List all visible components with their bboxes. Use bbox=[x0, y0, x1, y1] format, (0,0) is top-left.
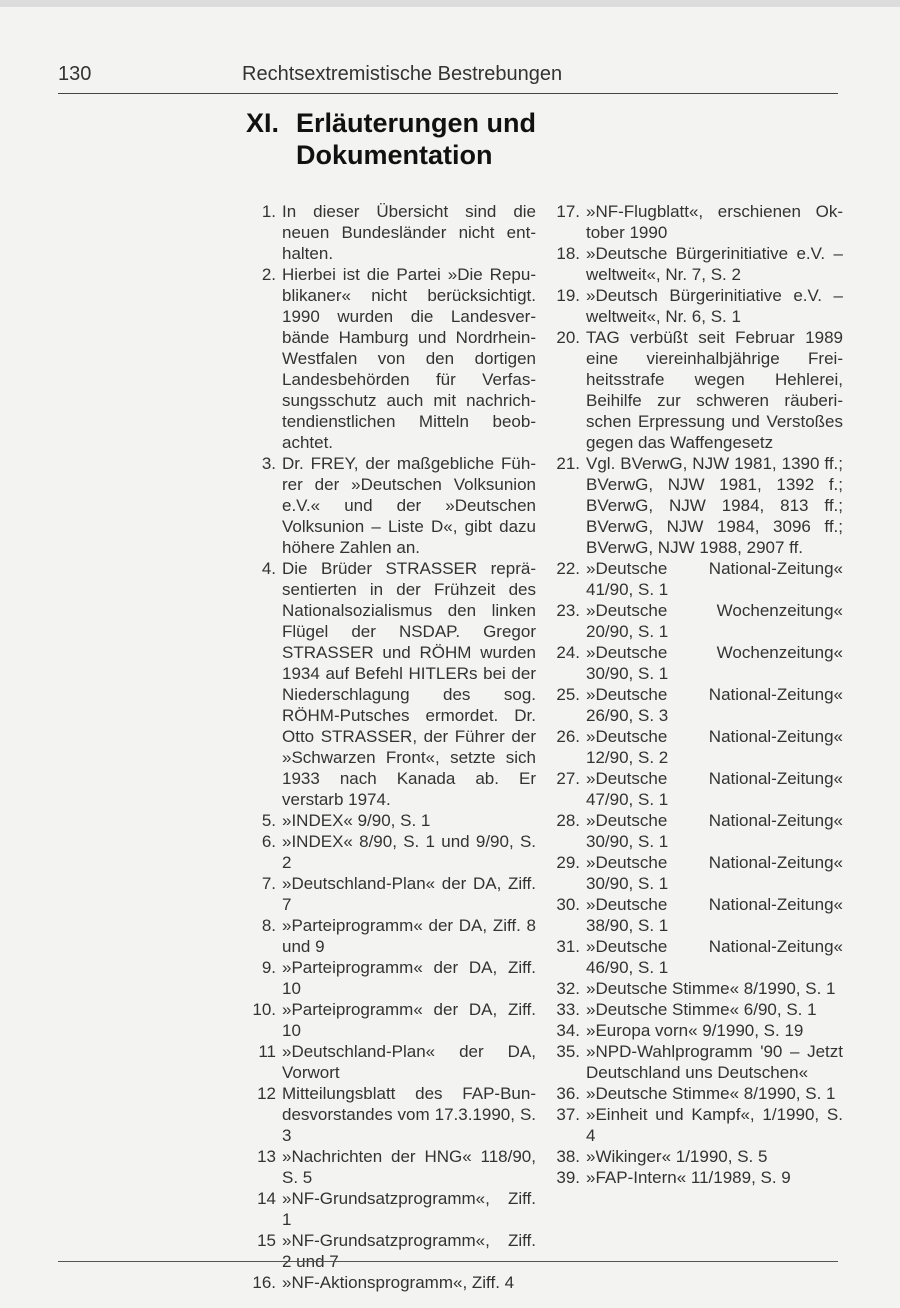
note-text: »Deutsche National-Zeitung« 30/90, S. 1 bbox=[586, 853, 843, 893]
note-number: 8. bbox=[261, 916, 276, 935]
section-title-line2: Dokumentation bbox=[296, 140, 493, 170]
note-item bbox=[553, 768, 843, 810]
note-item bbox=[553, 978, 843, 999]
note-item bbox=[553, 936, 843, 978]
note-number: 21. bbox=[556, 454, 580, 473]
section-title bbox=[246, 107, 536, 171]
note-number: 32. bbox=[556, 979, 580, 998]
running-title: Rechtsextremistische Bestrebungen bbox=[242, 63, 563, 85]
section-title-line1: Erläuterungen und bbox=[296, 108, 537, 138]
note-item bbox=[553, 453, 843, 558]
note-item bbox=[553, 894, 843, 936]
note-item bbox=[553, 558, 843, 600]
note-text: »Deutsche National-Zeitung« 47/90, S. 1 bbox=[586, 769, 843, 809]
note-number: 29. bbox=[556, 853, 580, 872]
note-text: »Parteiprogramm« der DA, Ziff. 10 bbox=[282, 1000, 536, 1040]
note-text: »Deutsche Wochenzeitung« 30/90, S. 1 bbox=[586, 643, 843, 683]
note-number: 17. bbox=[556, 202, 580, 221]
note-number: 18. bbox=[556, 244, 580, 263]
note-text: TAG verbüßt seit Februar 1989 eine viereinhalbjährige Freiheitsstrafe wegen Hehlerei, Beihilfe zur schweren räuberischen Erpressung und Verstoßes gegen das Waffengesetz bbox=[586, 328, 843, 452]
note-item bbox=[553, 243, 843, 285]
note-text: »Deutsche Bürgerinitiative e.V. – weltweit«, Nr. 7, S. 2 bbox=[586, 244, 843, 284]
note-number: 1. bbox=[261, 202, 276, 221]
note-text: »FAP-Intern« 11/1989, S. 9 bbox=[586, 1168, 791, 1187]
note-number: 14 bbox=[257, 1189, 276, 1208]
note-text: »NPD-Wahlprogramm '90 – Jetzt Deutschland uns Deutschen« bbox=[586, 1042, 843, 1082]
note-number: 9. bbox=[261, 958, 276, 977]
header-rule bbox=[58, 93, 838, 94]
note-number: 23. bbox=[556, 601, 580, 620]
note-number: 38. bbox=[556, 1147, 580, 1166]
note-item bbox=[553, 852, 843, 894]
note-number: 35. bbox=[556, 1042, 580, 1061]
note-item bbox=[246, 915, 536, 957]
note-text: »Deutsche National-Zeitung« 12/90, S. 2 bbox=[586, 727, 843, 767]
note-number: 30. bbox=[556, 895, 580, 914]
note-item bbox=[553, 1041, 843, 1083]
note-text: »Deutsch Bürgerinitiative e.V. – weltweit«, Nr. 6, S. 1 bbox=[586, 286, 843, 326]
note-text: Vgl. BVerwG, NJW 1981, 1390 ff.; BVerwG, NJW 1981, 1392 f.; BVerwG, NJW 1984, 813 ff.; BVerwG, NJW 1984, 3096 ff.; BVerwG, NJW 1988, 2907 ff. bbox=[586, 454, 843, 557]
note-text: »Deutschland-Plan« der DA, Ziff. 7 bbox=[282, 874, 536, 914]
note-number: 22. bbox=[556, 559, 580, 578]
note-item bbox=[553, 1083, 843, 1104]
note-number: 6. bbox=[261, 832, 276, 851]
note-item bbox=[553, 327, 843, 453]
note-number: 7. bbox=[261, 874, 276, 893]
note-item bbox=[553, 1020, 843, 1041]
notes-column-left bbox=[246, 201, 536, 1293]
note-item bbox=[246, 831, 536, 873]
note-number: 12 bbox=[257, 1084, 276, 1103]
note-text: »NF-Grundsatzprogramm«, Ziff. 1 bbox=[282, 1189, 536, 1229]
note-item bbox=[553, 684, 843, 726]
note-item bbox=[246, 1083, 536, 1146]
page-header bbox=[58, 63, 838, 93]
note-number: 4. bbox=[261, 559, 276, 578]
note-text: »INDEX« 8/90, S. 1 und 9/90, S. 2 bbox=[282, 832, 536, 872]
note-text: »Nachrichten der HNG« 118/90, S. 5 bbox=[282, 1147, 536, 1187]
note-text: »Deutsche National-Zeitung« 30/90, S. 1 bbox=[586, 811, 843, 851]
note-number: 31. bbox=[556, 937, 580, 956]
note-number: 16. bbox=[252, 1273, 276, 1292]
note-text: »Deutsche Stimme« 8/1990, S. 1 bbox=[586, 979, 836, 998]
note-number: 3. bbox=[261, 454, 276, 473]
page-number: 130 bbox=[58, 63, 92, 85]
note-item bbox=[246, 1188, 536, 1230]
note-item bbox=[553, 1104, 843, 1146]
note-number: 20. bbox=[556, 328, 580, 347]
note-text: »Deutsche Stimme« 8/1990, S. 1 bbox=[586, 1084, 836, 1103]
notes-column-right bbox=[553, 201, 843, 1188]
note-text: »Parteiprogramm« der DA, Ziff. 10 bbox=[282, 958, 536, 998]
note-item bbox=[553, 642, 843, 684]
footer-rule bbox=[58, 1261, 838, 1262]
note-number: 10. bbox=[252, 1000, 276, 1019]
note-number: 37. bbox=[556, 1105, 580, 1124]
note-item bbox=[553, 810, 843, 852]
note-text: »Wikinger« 1/1990, S. 5 bbox=[586, 1147, 768, 1166]
note-text: »Deutsche National-Zeitung« 38/90, S. 1 bbox=[586, 895, 843, 935]
note-item bbox=[246, 264, 536, 453]
note-text: Mitteilungsblatt des FAP-Bundesvorstandes vom 17.3.1990, S. 3 bbox=[282, 1084, 536, 1145]
note-number: 25. bbox=[556, 685, 580, 704]
note-text: »Deutsche National-Zeitung« 41/90, S. 1 bbox=[586, 559, 843, 599]
note-number: 24. bbox=[556, 643, 580, 662]
note-item bbox=[553, 201, 843, 243]
note-text: »NF-Aktionsprogramm«, Ziff. 4 bbox=[282, 1273, 515, 1292]
note-item bbox=[246, 1146, 536, 1188]
note-number: 19. bbox=[556, 286, 580, 305]
note-item bbox=[553, 1146, 843, 1167]
note-item bbox=[553, 285, 843, 327]
note-number: 34. bbox=[556, 1021, 580, 1040]
note-item bbox=[246, 558, 536, 810]
note-number: 5. bbox=[261, 811, 276, 830]
note-text: »Europa vorn« 9/1990, S. 19 bbox=[586, 1021, 804, 1040]
note-item bbox=[246, 810, 536, 831]
note-number: 36. bbox=[556, 1084, 580, 1103]
note-number: 2. bbox=[261, 265, 276, 284]
note-item bbox=[553, 999, 843, 1020]
note-item bbox=[553, 1167, 843, 1188]
note-text: »Parteiprogramm« der DA, Ziff. 8 und 9 bbox=[282, 916, 536, 956]
note-text: »Deutsche National-Zeitung« 46/90, S. 1 bbox=[586, 937, 843, 977]
note-item bbox=[246, 1272, 536, 1293]
note-number: 33. bbox=[556, 1000, 580, 1019]
note-text: »Deutschland-Plan« der DA, Vorwort bbox=[282, 1042, 536, 1082]
note-item bbox=[246, 201, 536, 264]
note-number: 28. bbox=[556, 811, 580, 830]
note-text: »Einheit und Kampf«, 1/1990, S. 4 bbox=[586, 1105, 843, 1145]
note-text: »Deutsche Wochenzeitung« 20/90, S. 1 bbox=[586, 601, 843, 641]
note-number: 11 bbox=[258, 1042, 276, 1061]
note-item bbox=[246, 873, 536, 915]
note-text: Die Brüder STRASSER repräsentierten in der Frühzeit des Nationalsozialismus den linken Flügel der NSDAP. Gregor STRASSER und RÖHM wurden 1934 auf Befehl HITLERs bei der Niederschlagung des sog. RÖHM-Putsches ermordet. Dr. Otto STRASSER, der Führer der »Schwarzen Front«, setzte sich 1933 nach Kanada ab. Er verstarb 1974. bbox=[282, 559, 536, 809]
section-number: XI. bbox=[246, 108, 280, 138]
note-item bbox=[553, 600, 843, 642]
note-text: »Deutsche Stimme« 6/90, S. 1 bbox=[586, 1000, 817, 1019]
note-number: 26. bbox=[556, 727, 580, 746]
note-number: 39. bbox=[556, 1168, 580, 1187]
note-text: »INDEX« 9/90, S. 1 bbox=[282, 811, 431, 830]
note-text: Dr. FREY, der maßgebliche Führer der »Deutschen Volksunion e.V.« und der »Deutschen Volksunion – Liste D«, gibt dazu höhere Zahlen an. bbox=[282, 454, 536, 557]
note-text: »Deutsche National-Zeitung« 26/90, S. 3 bbox=[586, 685, 843, 725]
note-number: 15 bbox=[257, 1231, 276, 1250]
note-number: 27. bbox=[556, 769, 580, 788]
note-item bbox=[246, 999, 536, 1041]
note-text: Hierbei ist die Partei »Die Republikaner« nicht berücksichtigt. 1990 wurden die Landesverbände Hamburg und Nordrhein-Westfalen von den dortigen Landesbehörden für Verfassungsschutz auch mit nachrichtendienstlichen Mitteln beobachtet. bbox=[282, 265, 536, 452]
note-item bbox=[246, 453, 536, 558]
note-text: In dieser Übersicht sind die neuen Bundesländer nicht enthalten. bbox=[282, 202, 536, 263]
note-item bbox=[246, 1230, 536, 1272]
note-item bbox=[246, 957, 536, 999]
note-text: »NF-Flugblatt«, erschienen Oktober 1990 bbox=[586, 202, 843, 242]
note-text: »NF-Grundsatzprogramm«, Ziff. 2 und 7 bbox=[282, 1231, 536, 1271]
note-number: 13 bbox=[257, 1147, 276, 1166]
note-item bbox=[246, 1041, 536, 1083]
note-item bbox=[553, 726, 843, 768]
